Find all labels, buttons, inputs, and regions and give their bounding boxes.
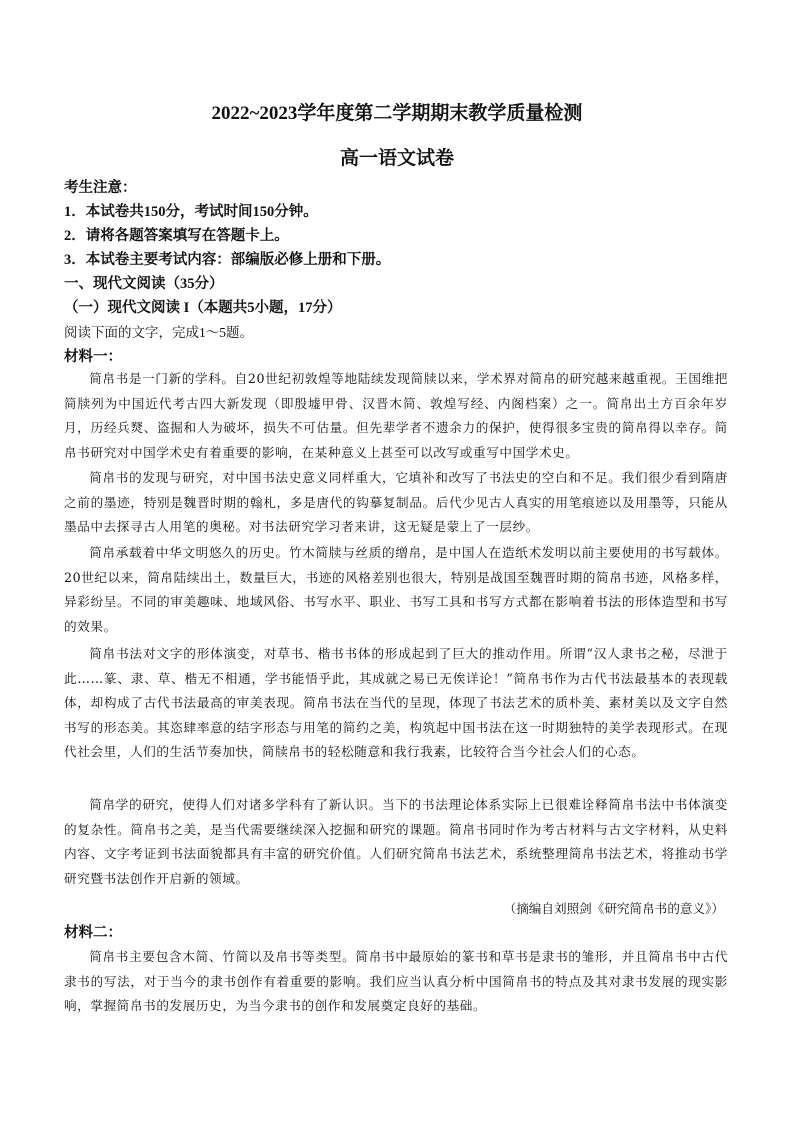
exam-title: 2022~2023学年度第二学期期末教学质量检测 (211, 103, 583, 124)
material1-label: 材料一： (64, 349, 122, 365)
material1-paragraph-3: 简帛承载着中华文明悠久的历史。竹木简牍与丝质的缯帛，是中国人在造纸术发明以前主要使用的书写载体。20世纪以来，简帛陆续出土，数量巨大，书迹的风格差别也很大，特别是战国至魏晋时期的简帛书迹，风格多样，异彩纷呈。不同的审美趣味、地域风俗、书写水平、职业、书写工具和书写方式都在影响着书法的形体造型和书写的效果。 (64, 545, 728, 634)
material1-paragraph-4: 简帛书法对文字的形体演变，对草书、楷书书体的形成起到了巨大的推动作用。所谓“汉人隶书之秘，尽泄于此……篆、隶、草、楷无不相通，学书能悟乎此，其成就之易已无俟详论！”简帛书作为古代书法最基本的表现载体，却构成了古代书法最高的审美表现。简帛书法在当代的呈现，体现了书法艺术的质朴美、素材美以及文字自然书写的形态美。其恣肆率意的结字形态与用笔的简约之美，构筑起中国书法在这一时期独特的美学表现形式。在现代社会里，人们的生活节奏加快，简牍帛书的轻松随意和我行我素，比较符合当今社会人们的心态。 (64, 646, 728, 760)
section-instruction: 阅读下面的文字，完成1～5题。 (64, 325, 253, 340)
material1-paragraph-2: 简帛书的发现与研究，对中国书法史意义同样重大，它填补和改写了书法史的空白和不足。我们很少看到隋唐之前的墨迹，特别是魏晋时期的翰札，多是唐代的钩摹复制品。后代少见古人真实的用笔痕迹以及用墨等，只能从墨品中去探寻古人用笔的奥秘。对书法研究学习者来讲，这无疑是蒙上了一层纱。 (64, 470, 728, 535)
notice-heading: 考生注意： (64, 180, 137, 196)
material2-label: 材料二： (64, 925, 122, 941)
material2-paragraph-1: 简帛书主要包含木简、竹简以及帛书等类型。简帛书中最原始的篆书和草书是隶书的雏形，并且简帛书中古代隶书的写法，对于当今的隶书创作有着重要的影响。我们应当认真分析中国简帛书的特点及其对隶书发展的现实影响，掌握简帛书的发展历史，为当今隶书的创作和发展奠定良好的基础。 (64, 949, 728, 1014)
notice-item-1: 1．本试卷共150分，考试时间150分钟。 (64, 204, 318, 220)
section-heading: 一、现代文阅读（35分） (64, 276, 224, 292)
material1-paragraph-5: 简帛学的研究，使得人们对诸多学科有了新认识。当下的书法理论体系实际上已很难诠释简帛书法中书体演变的复杂性。简帛书之美，是当代需要继续深入挖掘和研究的课题。简帛书同时作为考古材料与古文字材料，从史料内容、文字考证到书法面貌都具有丰富的研究价值。人们研究简帛书法艺术，系统整理简帛书法艺术，将推动书学研究暨书法创作开启新的领域。 (64, 797, 728, 886)
material1-paragraph-1: 简帛书是一门新的学科。自20世纪初敦煌等地陆续发现简牍以来，学术界对简帛的研究越来越重视。王国维把简牍列为中国近代考古四大新发现（即殷墟甲骨、汉晋木简、敦煌写经、内阁档案）之一。简帛出土方百余年岁月，历经兵燹、盗掘和人为破坏，损失不可估量。但先辈学者不遗余力的保护，使得很多宝贵的简帛得以幸存。简帛书研究对中国学术史有着重要的影响，在某种意义上甚至可以改写或重写中国学术史。 (64, 371, 728, 460)
notice-item-3: 3．本试卷主要考试内容：部编版必修上册和下册。 (64, 252, 391, 268)
section-subheading: （一）现代文阅读 I（本题共5小题，17分） (64, 300, 342, 316)
material1-source: （摘编自刘照剑《研究简帛书的意义》） (503, 901, 724, 916)
exam-subtitle: 高一语文试卷 (339, 148, 454, 169)
notice-item-2: 2．请将各题答案填写在答题卡上。 (64, 228, 289, 244)
